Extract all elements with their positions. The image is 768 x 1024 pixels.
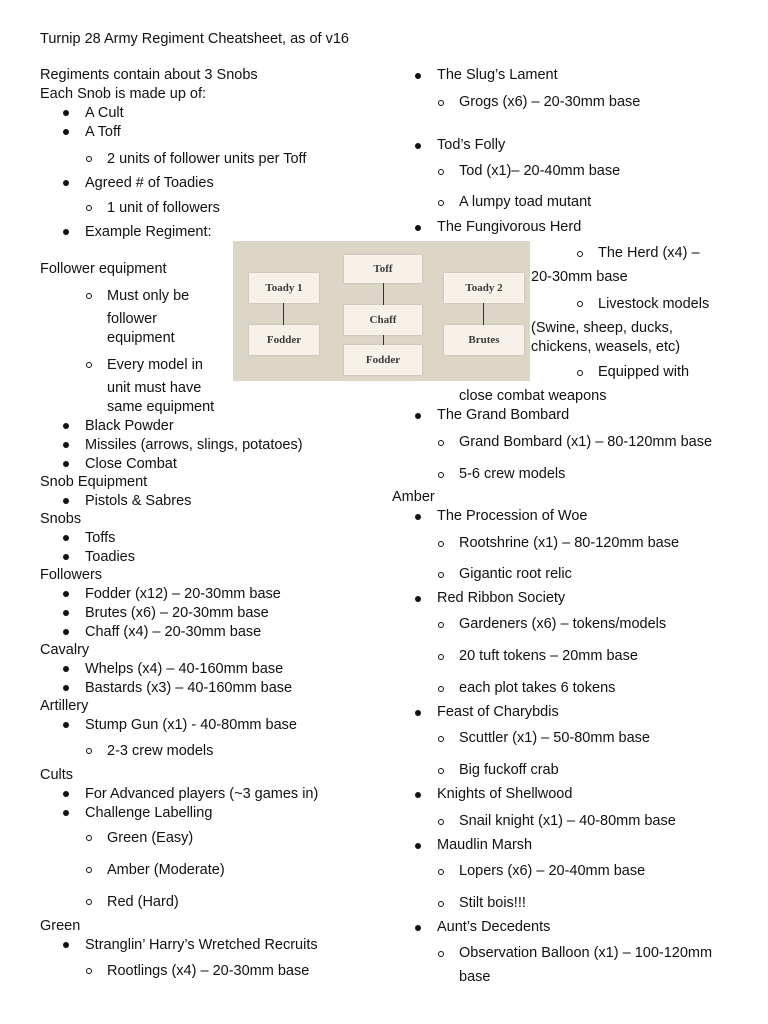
sub-list-item: Every model in	[107, 357, 203, 373]
sub-bullet-icon	[86, 362, 92, 368]
list-item: Aunt’s Decedents	[437, 919, 551, 935]
diagram-toady1: Toady 1	[249, 273, 319, 303]
bullet-icon	[63, 110, 69, 116]
bullet-icon	[63, 461, 69, 467]
sub-bullet-icon	[438, 622, 444, 628]
bullet-icon	[415, 73, 421, 79]
list-item: For Advanced players (~3 games in)	[85, 786, 319, 802]
list-item: The Procession of Woe	[437, 508, 588, 524]
sub-bullet-icon	[577, 301, 583, 307]
sub-list-item: 5-6 crew models	[459, 466, 566, 482]
diagram-fodder2: Fodder	[344, 345, 422, 375]
bullet-icon	[415, 225, 421, 231]
sub-list-item: chickens, weasels, etc)	[531, 339, 681, 355]
bullet-icon	[63, 442, 69, 448]
sub-bullet-icon	[86, 899, 92, 905]
sub-list-item: Gardeners (x6) – tokens/models	[459, 616, 667, 632]
list-item: Toadies	[85, 549, 135, 565]
section-heading: Green	[40, 918, 81, 934]
diagram-toff: Toff	[344, 255, 422, 283]
list-item: Brutes (x6) – 20-30mm base	[85, 605, 269, 621]
sub-list-item: base	[459, 969, 491, 985]
sub-bullet-icon	[438, 869, 444, 875]
sub-list-item: equipment	[107, 330, 175, 346]
sub-list-item: Gigantic root relic	[459, 566, 572, 582]
diagram-connector	[283, 303, 284, 325]
sub-bullet-icon	[438, 472, 444, 478]
section-heading: Snob Equipment	[40, 474, 148, 490]
bullet-icon	[63, 129, 69, 135]
list-item: Close Combat	[85, 456, 177, 472]
intro-line: Regiments contain about 3 Snobs	[40, 67, 258, 83]
list-item: Challenge Labelling	[85, 805, 213, 821]
sub-bullet-icon	[577, 370, 583, 376]
sub-list-item: 20-30mm base	[531, 269, 628, 285]
list-item: Agreed # of Toadies	[85, 175, 214, 191]
list-item: Stranglin’ Harry’s Wretched Recruits	[85, 937, 318, 953]
sub-list-item: (Swine, sheep, ducks,	[531, 320, 673, 336]
sub-list-item: close combat weapons	[459, 388, 607, 404]
sub-list-item: Observation Balloon (x1) – 100-120mm	[459, 945, 713, 961]
bullet-icon	[63, 180, 69, 186]
list-item: Bastards (x3) – 40-160mm base	[85, 680, 293, 696]
sub-bullet-icon	[438, 100, 444, 106]
sub-bullet-icon	[86, 293, 92, 299]
list-item: Red Ribbon Society	[437, 590, 566, 606]
diagram-chaff: Chaff	[344, 305, 422, 335]
bullet-icon	[415, 843, 421, 849]
sub-bullet-icon	[438, 951, 444, 957]
section-heading: Cults	[40, 767, 74, 783]
section-heading: Follower equipment	[40, 261, 167, 277]
sub-bullet-icon	[438, 768, 444, 774]
section-heading: Followers	[40, 567, 103, 583]
sub-bullet-icon	[438, 200, 444, 206]
sub-list-item: Scuttler (x1) – 50-80mm base	[459, 730, 650, 746]
section-heading: Cavalry	[40, 642, 90, 658]
diagram-connector	[383, 335, 384, 345]
bullet-icon	[63, 666, 69, 672]
sub-list-item: Amber (Moderate)	[107, 862, 225, 878]
bullet-icon	[63, 942, 69, 948]
diagram-brutes: Brutes	[444, 325, 524, 355]
sub-list-item: Equipped with	[598, 364, 690, 380]
section-heading: Amber	[392, 489, 435, 505]
list-item: Tod’s Folly	[437, 137, 506, 153]
list-item: Black Powder	[85, 418, 174, 434]
sub-list-item: Green (Easy)	[107, 830, 194, 846]
bullet-icon	[63, 685, 69, 691]
list-item: Example Regiment:	[85, 224, 212, 240]
bullet-icon	[415, 413, 421, 419]
sub-list-item: same equipment	[107, 399, 215, 415]
sub-list-item: follower	[107, 311, 157, 327]
sub-list-item: Must only be	[107, 288, 190, 304]
sub-list-item: Red (Hard)	[107, 894, 179, 910]
example-regiment-diagram	[233, 241, 530, 381]
list-item: A Cult	[85, 105, 124, 121]
bullet-icon	[63, 722, 69, 728]
bullet-icon	[415, 710, 421, 716]
sub-list-item: each plot takes 6 tokens	[459, 680, 616, 696]
sub-bullet-icon	[438, 901, 444, 907]
diagram-fodder1: Fodder	[249, 325, 319, 355]
sub-list-item: 2 units of follower units per Toff	[107, 151, 307, 167]
sub-bullet-icon	[438, 541, 444, 547]
intro-line: Each Snob is made up of:	[40, 86, 207, 102]
sub-list-item: Rootlings (x4) – 20-30mm base	[107, 963, 310, 979]
list-item: Feast of Charybdis	[437, 704, 559, 720]
sub-bullet-icon	[438, 819, 444, 825]
sub-list-item: 20 tuft tokens – 20mm base	[459, 648, 638, 664]
list-item: Missiles (arrows, slings, potatoes)	[85, 437, 303, 453]
diagram-toady2: Toady 2	[444, 273, 524, 303]
sub-bullet-icon	[438, 572, 444, 578]
list-item: Fodder (x12) – 20-30mm base	[85, 586, 281, 602]
bullet-icon	[63, 535, 69, 541]
sub-bullet-icon	[438, 440, 444, 446]
sub-list-item: Lopers (x6) – 20-40mm base	[459, 863, 646, 879]
sub-bullet-icon	[438, 169, 444, 175]
list-item: The Grand Bombard	[437, 407, 570, 423]
sub-list-item: A lumpy toad mutant	[459, 194, 592, 210]
sub-bullet-icon	[438, 654, 444, 660]
bullet-icon	[415, 925, 421, 931]
bullet-icon	[63, 229, 69, 235]
sub-list-item: Stilt bois!!!	[459, 895, 526, 911]
sub-bullet-icon	[86, 748, 92, 754]
list-item: A Toff	[85, 124, 121, 140]
sub-list-item: The Herd (x4) –	[598, 245, 700, 261]
diagram-connector	[383, 283, 384, 305]
sub-list-item: 2-3 crew models	[107, 743, 214, 759]
bullet-icon	[63, 610, 69, 616]
sub-bullet-icon	[438, 736, 444, 742]
bullet-icon	[415, 596, 421, 602]
sub-list-item: Snail knight (x1) – 40-80mm base	[459, 813, 676, 829]
list-item: Chaff (x4) – 20-30mm base	[85, 624, 262, 640]
bullet-icon	[63, 498, 69, 504]
section-heading: Artillery	[40, 698, 89, 714]
list-item: The Fungivorous Herd	[437, 219, 582, 235]
diagram-connector	[483, 303, 484, 325]
sub-bullet-icon	[86, 867, 92, 873]
sub-bullet-icon	[577, 251, 583, 257]
sub-bullet-icon	[86, 156, 92, 162]
bullet-icon	[63, 810, 69, 816]
list-item: Stump Gun (x1) - 40-80mm base	[85, 717, 297, 733]
bullet-icon	[415, 143, 421, 149]
sub-list-item: unit must have	[107, 380, 202, 396]
sub-list-item: Grogs (x6) – 20-30mm base	[459, 94, 641, 110]
sub-bullet-icon	[438, 686, 444, 692]
sub-list-item: Livestock models	[598, 296, 710, 312]
list-item: Whelps (x4) – 40-160mm base	[85, 661, 284, 677]
sub-bullet-icon	[86, 205, 92, 211]
sub-bullet-icon	[86, 835, 92, 841]
sub-list-item: Grand Bombard (x1) – 80-120mm base	[459, 434, 713, 450]
bullet-icon	[63, 591, 69, 597]
bullet-icon	[63, 554, 69, 560]
page-title: Turnip 28 Army Regiment Cheatsheet, as of v16	[40, 31, 349, 47]
sub-bullet-icon	[86, 968, 92, 974]
list-item: Pistols & Sabres	[85, 493, 192, 509]
list-item: Toffs	[85, 530, 116, 546]
list-item: Maudlin Marsh	[437, 837, 533, 853]
bullet-icon	[415, 792, 421, 798]
list-item: Knights of Shellwood	[437, 786, 573, 802]
section-heading: Snobs	[40, 511, 82, 527]
sub-list-item: 1 unit of followers	[107, 200, 220, 216]
sub-list-item: Big fuckoff crab	[459, 762, 559, 778]
bullet-icon	[415, 514, 421, 520]
bullet-icon	[63, 791, 69, 797]
bullet-icon	[63, 629, 69, 635]
bullet-icon	[63, 423, 69, 429]
list-item: The Slug’s Lament	[437, 67, 558, 83]
sub-list-item: Rootshrine (x1) – 80-120mm base	[459, 535, 680, 551]
sub-list-item: Tod (x1)– 20-40mm base	[459, 163, 621, 179]
